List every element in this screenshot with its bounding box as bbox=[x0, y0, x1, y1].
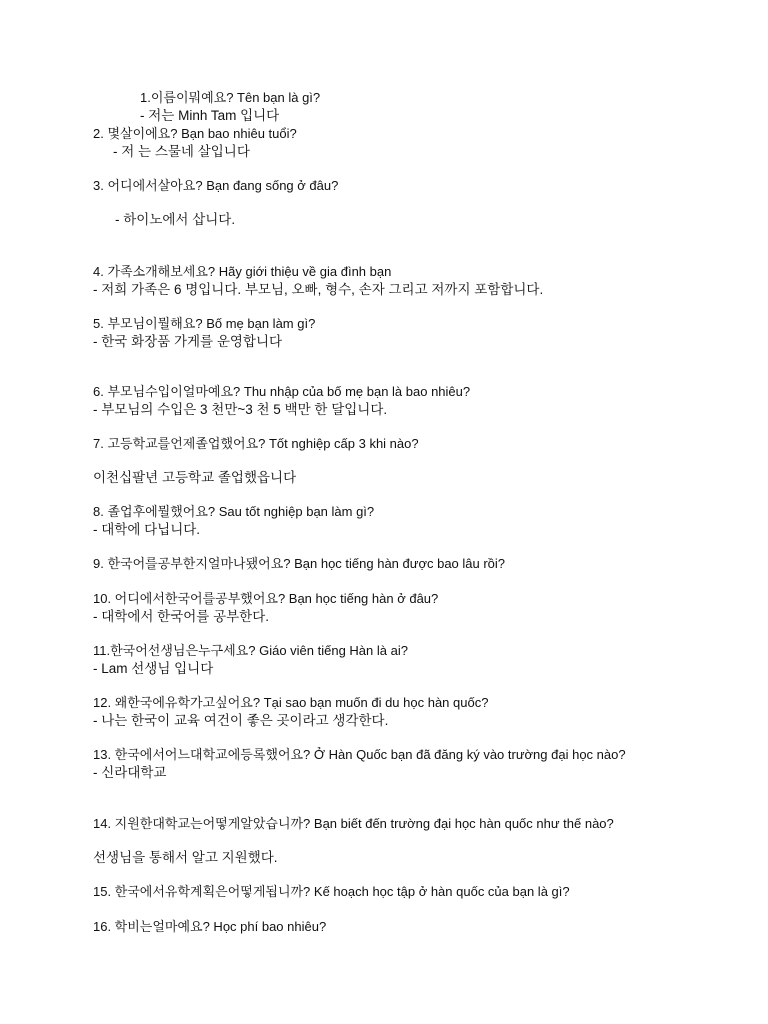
answer-14: 선생님을 통해서 알고 지원했다. bbox=[93, 850, 278, 865]
question-12: 12. 왜한국에유학가고싶어요? Tại sao bạn muốn đi du học hàn quốc? bbox=[93, 695, 489, 710]
question-9: 9. 한국어를공부한지얼마나됐어요? Bạn học tiếng hàn được bao lâu rồi? bbox=[93, 556, 506, 571]
answer-8: - 대학에 다닙니다. bbox=[93, 522, 201, 537]
question-13: 13. 한국에서어느대학교에등록했어요? Ở Hàn Quốc bạn đã đăng ký vào trường đại học nào? bbox=[93, 747, 626, 762]
question-5: 5. 부모님이뭘해요? Bố mẹ bạn làm gì? bbox=[93, 316, 316, 331]
answer-4: - 저희 가족은 6 명입니다. 부모님, 오빠, 형수, 손자 그리고 저까지 포함합니다. bbox=[93, 282, 544, 297]
question-15: 15. 한국에서유학계획은어떻게됩니까? Kế hoạch học tập ở hàn quốc của bạn là gì? bbox=[93, 884, 570, 899]
question-6: 6. 부모님수입이얼마예요? Thu nhập của bố mẹ bạn là bao nhiêu? bbox=[93, 384, 471, 399]
question-3: 3. 어디에서살아요? Bạn đang sống ở đâu? bbox=[93, 178, 339, 193]
question-4: 4. 가족소개해보세요? Hãy giới thiệu về gia đình bạn bbox=[93, 264, 392, 279]
answer-3: - 하이노에서 삽니다. bbox=[115, 212, 236, 227]
question-7: 7. 고등학교를언제졸업했어요? Tốt nghiệp cấp 3 khi nào? bbox=[93, 436, 419, 451]
answer-13: - 신라대학교 bbox=[93, 765, 167, 780]
answer-11: - Lam 선생님 입니다 bbox=[93, 661, 214, 676]
answer-2: - 저 는 스물네 살입니다 bbox=[113, 144, 250, 159]
question-16: 16. 학비는얼마예요? Học phí bao nhiêu? bbox=[93, 919, 327, 934]
question-11: 11.한국어선생님은누구세요? Giáo viên tiếng Hàn là ai? bbox=[93, 643, 408, 658]
question-14: 14. 지원한대학교는어떻게알았습니까? Bạn biết đến trường đại học hàn quốc như thế nào? bbox=[93, 816, 614, 831]
answer-5: - 한국 화장품 가게를 운영합니다 bbox=[93, 334, 283, 349]
answer-6: - 부모님의 수입은 3 천만~3 천 5 백만 한 달입니다. bbox=[93, 402, 388, 417]
answer-12: - 나는 한국이 교육 여건이 좋은 곳이라고 생각한다. bbox=[93, 713, 389, 728]
answer-10: - 대학에서 한국어를 공부한다. bbox=[93, 609, 269, 624]
answer-7: 이천십팔년 고등학교 졸업했읍니다 bbox=[93, 470, 297, 485]
answer-1: - 저는 Minh Tam 입니다 bbox=[140, 108, 280, 123]
question-10: 10. 어디에서한국어를공부했어요? Bạn học tiếng hàn ở đâu? bbox=[93, 591, 439, 606]
question-1: 1.이름이뭐예요? Tên bạn là gì? bbox=[140, 90, 321, 105]
question-2: 2. 몇살이에요? Bạn bao nhiêu tuổi? bbox=[93, 126, 297, 141]
question-8: 8. 졸업후에뭘했어요? Sau tốt nghiệp bạn làm gì? bbox=[93, 504, 375, 519]
